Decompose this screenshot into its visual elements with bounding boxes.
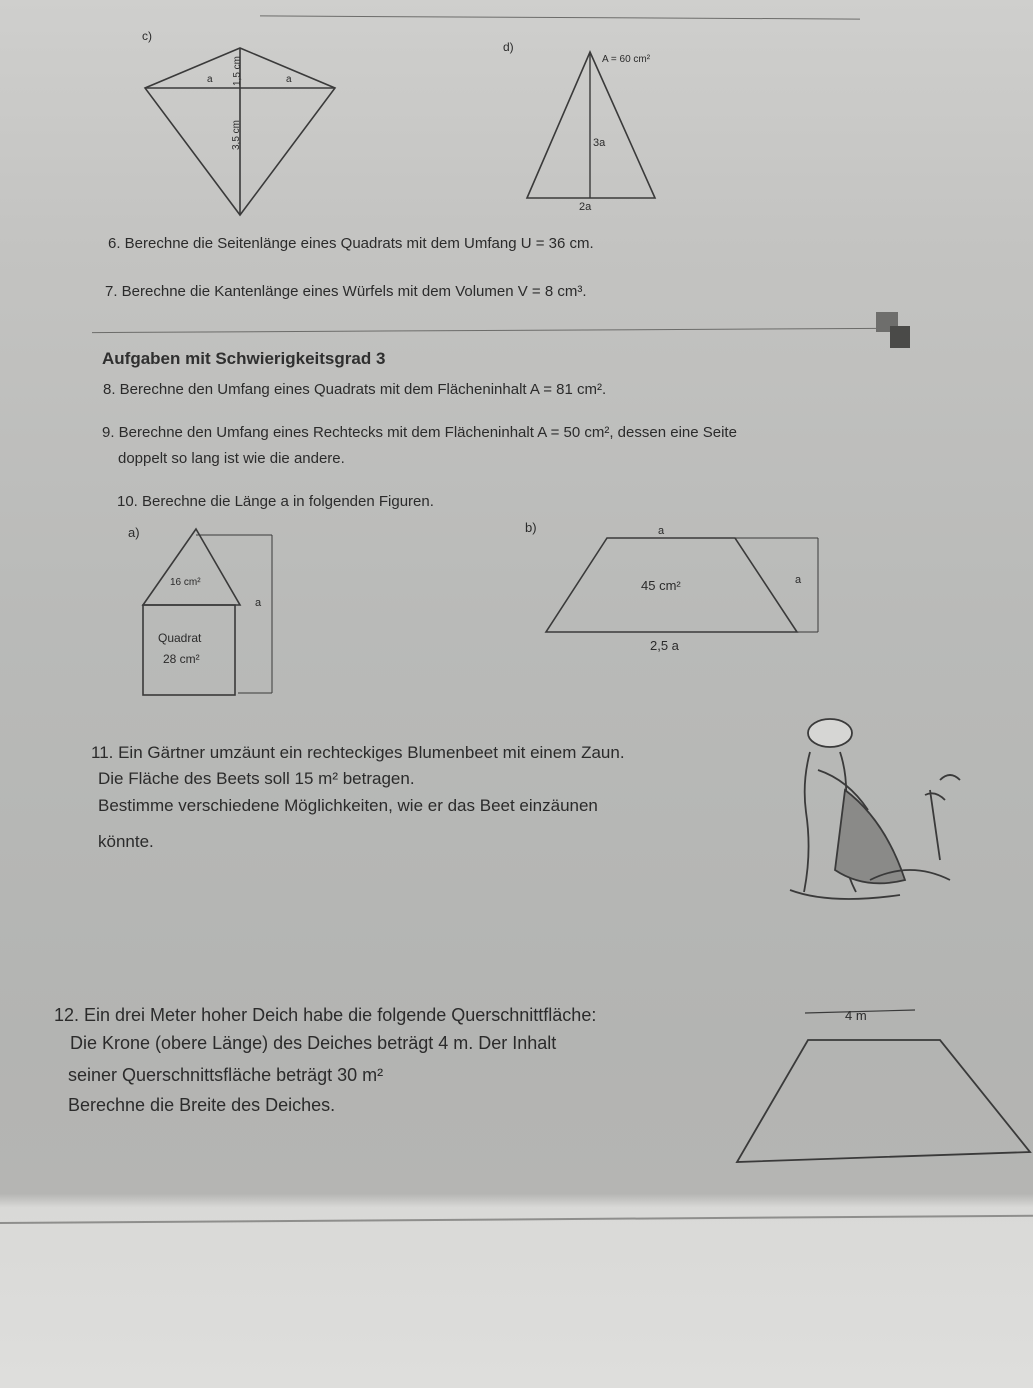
trapezoid-bottom-label: 2,5 a (650, 638, 679, 653)
label-10b: b) (525, 520, 537, 535)
task-6: 6. Berechne die Seitenlänge eines Quadrats mit dem Umfang U = 36 cm. (108, 235, 594, 252)
task-8: 8. Berechne den Umfang eines Quadrats mit dem Flächeninhalt A = 81 cm². (103, 381, 607, 398)
task-11-line-2: Die Fläche des Beets soll 15 m² betragen. (98, 769, 415, 788)
kite-right-side-label: a (286, 74, 292, 85)
trapezoid-area-label: 45 cm² (641, 578, 681, 593)
house-square-area: 28 cm² (163, 652, 200, 666)
task-12-line-4: Berechne die Breite des Deiches. (68, 1095, 336, 1115)
house-side-label: a (255, 597, 262, 609)
trapezoid-side-label: a (795, 574, 802, 586)
kite-top-dimension: 1,5 cm (232, 55, 243, 86)
triangle-height-label: 3a (593, 137, 606, 149)
task-7: 7. Berechne die Kantenlänge eines Würfels mit dem Volumen V = 8 cm³. (105, 283, 587, 300)
kite-left-side-label: a (207, 74, 213, 85)
task-10: 10. Berechne die Länge a in folgenden Figuren. (117, 493, 434, 510)
triangle-base-label: 2a (579, 201, 592, 213)
label-10a: a) (128, 525, 140, 540)
dike-top-label: 4 m (845, 1008, 867, 1023)
label-c: c) (142, 29, 152, 43)
house-square-name: Quadrat (158, 631, 202, 645)
task-12-line-1: 12. Ein drei Meter hoher Deich habe die folgende Querschnittfläche: (54, 1005, 597, 1025)
label-d: d) (503, 40, 514, 54)
kite-bottom-dimension: 3,5 cm (231, 119, 242, 150)
triangle-area-label: A = 60 cm² (602, 54, 651, 65)
house-roof-area: 16 cm² (170, 577, 201, 588)
task-11-line-4: könnte. (98, 832, 154, 851)
section-heading: Aufgaben mit Schwierigkeitsgrad 3 (102, 349, 386, 368)
task-12-line-3: seiner Querschnittsfläche beträgt 30 m² (68, 1065, 384, 1085)
task-9-line-2: doppelt so lang ist wie die andere. (118, 450, 345, 467)
task-11-line-3: Bestimme verschiedene Möglichkeiten, wie er das Beet einzäunen (98, 796, 598, 815)
task-11-line-1: 11. Ein Gärtner umzäunt ein rechteckiges Blumenbeet mit einem Zaun. (91, 743, 625, 762)
trapezoid-top-label: a (658, 525, 665, 537)
task-12-line-2: Die Krone (obere Länge) des Deiches beträgt 4 m. Der Inhalt (70, 1033, 557, 1053)
task-9-line-1: 9. Berechne den Umfang eines Rechtecks mit dem Flächeninhalt A = 50 cm², dessen eine Seite (102, 424, 737, 441)
